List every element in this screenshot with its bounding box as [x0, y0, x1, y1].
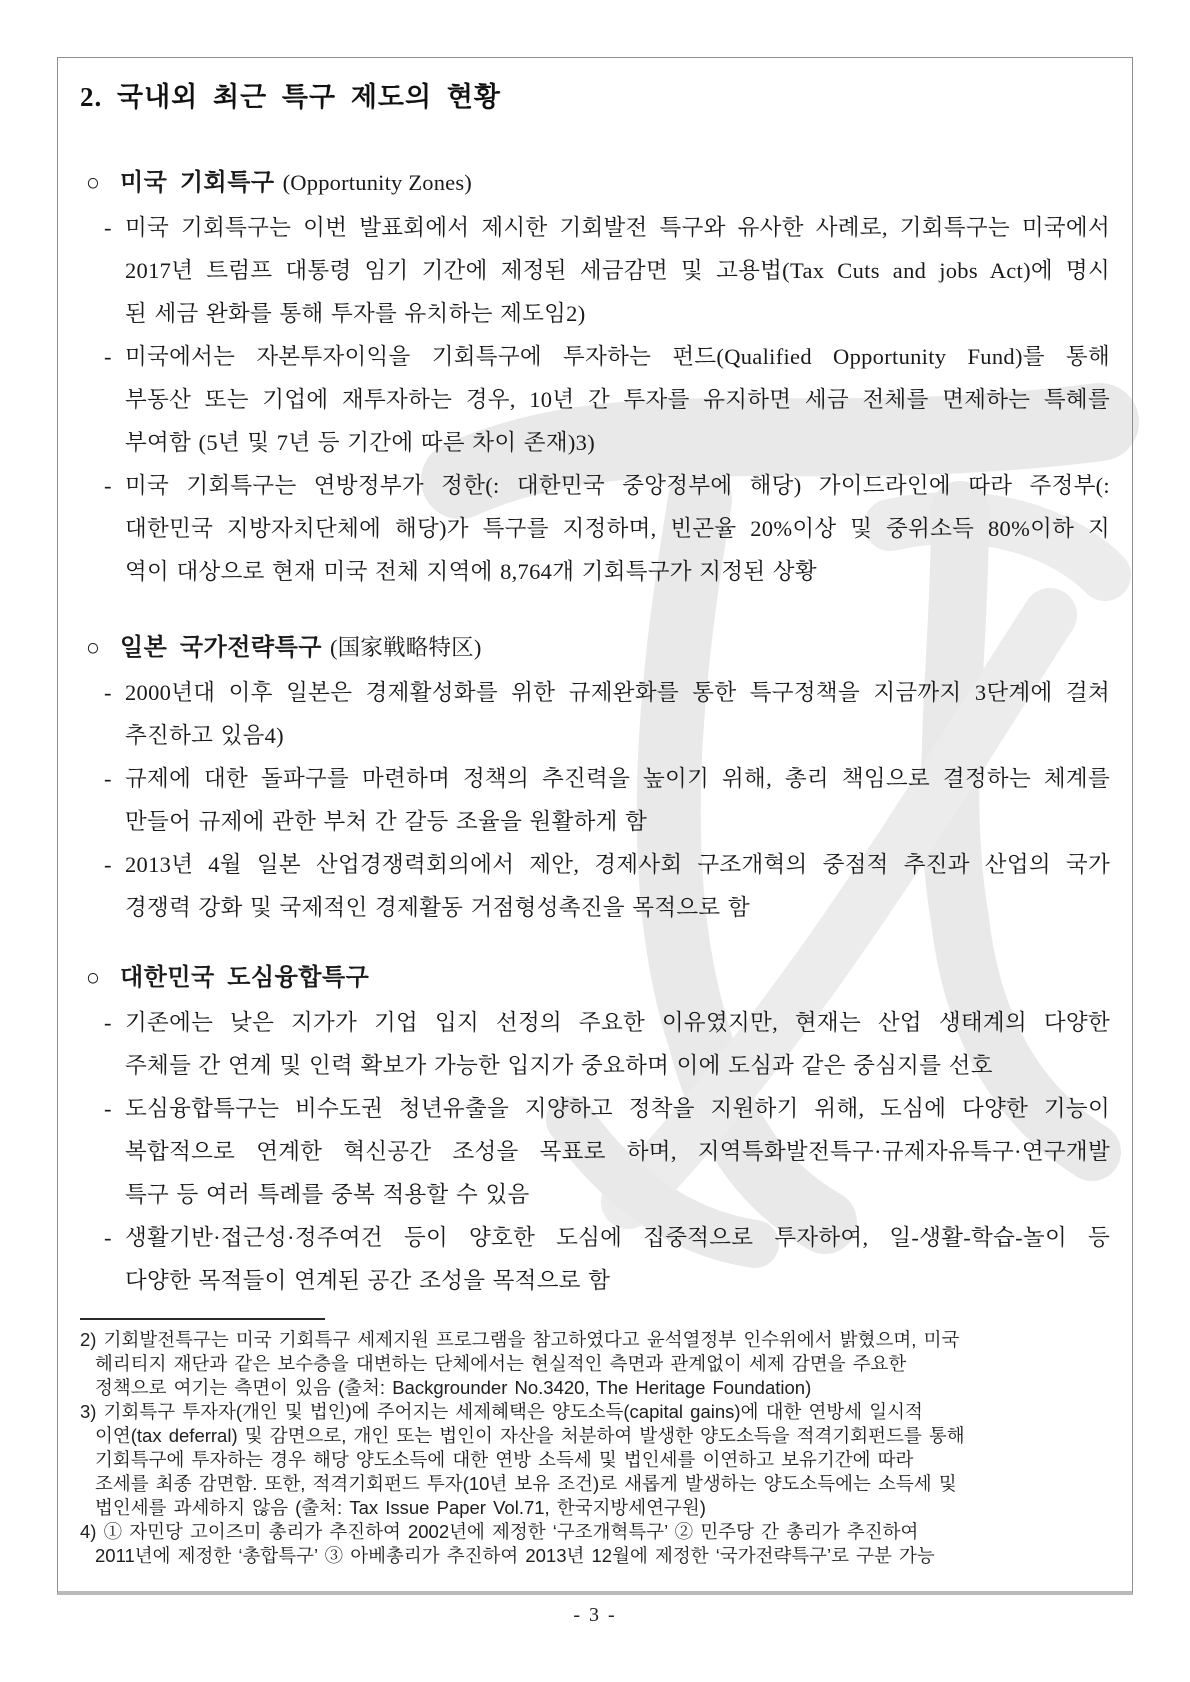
- body-line: 부여함 (5년 및 7년 등 기간에 따른 차이 존재)3): [125, 430, 595, 455]
- body-line: 생활기반·접근성·정주여건 등이 양호한 도심에 집중적으로 투자하여, 일-생활-학습-놀이 등: [125, 1225, 1110, 1250]
- footnote-line: 조세를 최종 감면함. 또한, 적격기회펀드 투자(10년 보유 조건)로 새롭게 발생하는 양도소득에는 소득세 및: [95, 1473, 957, 1494]
- body-line: 미국 기회특구는 이번 발표회에서 제시한 기회발전 특구와 유사한 사례로, 기회특구는 미국에서: [125, 215, 1110, 240]
- body-line: 역이 대상으로 현재 미국 전체 지역에 8,764개 기회특구가 지정된 상황: [125, 559, 817, 584]
- dash-marker: -: [104, 1010, 112, 1035]
- section-heading-subtext: (国家戦略特区): [329, 635, 482, 660]
- body-line: 다양한 목적들이 연계된 공간 조성을 목적으로 함: [125, 1268, 611, 1293]
- bullet-item: [80, 1087, 1132, 1216]
- footnote-line: 이연(tax deferral) 및 감면으로, 개인 또는 법인이 자산을 처분하여 발생한 양도소득을 적격기회펀드를 통해: [95, 1425, 965, 1446]
- bullet-item: [80, 671, 1132, 757]
- bullet-item: [80, 1216, 1132, 1302]
- page-sheet: [57, 57, 1133, 1595]
- section-heading: [86, 160, 1132, 206]
- body-line: 만들어 규제에 관한 부처 간 갈등 조율을 원활하게 함: [125, 809, 648, 834]
- footnote-line: 기회특구에 투자하는 경우 해당 양도소득에 대한 연방 소득세 및 법인세를 이연하고 보유기간에 따라: [95, 1449, 914, 1470]
- footnote-line: 헤리티지 재단과 같은 보수층을 대변하는 단체에서는 현실적인 측면과 관계없이 세제 감면을 주요한: [95, 1353, 907, 1374]
- footnote: [80, 1328, 1132, 1400]
- footnote-line: 2011년에 제정한 ‘총합특구’ ③ 아베총리가 추진하여 2013년 12월에 제정한 ‘국가전략특구’로 구분 가능: [95, 1545, 935, 1566]
- circle-bullet-marker: ○: [86, 169, 100, 196]
- footnote-line: 4) ① 자민당 고이즈미 총리가 추진하여 2002년에 제정한 ‘구조개혁특구’ ② 민주당 간 총리가 추진하여: [80, 1521, 919, 1542]
- body-line: 2000년대 이후 일본은 경제활성화를 위한 규제완화를 통한 특구정책을 지금까지 3단계에 걸쳐: [125, 680, 1110, 705]
- section-korea-urban-convergence-zones: [80, 955, 1132, 1302]
- section-us-opportunity-zones: [80, 160, 1132, 593]
- footnote-line: 정책으로 여기는 측면이 있음 (출처: Backgrounder No.3420, The Heritage Foundation): [95, 1377, 812, 1398]
- dash-marker: -: [104, 680, 112, 705]
- circle-bullet-marker: ○: [86, 964, 100, 991]
- body-line: 복합적으로 연계한 혁신공간 조성을 목표로 하며, 지역특화발전특구·규제자유특구·연구개발: [125, 1139, 1110, 1164]
- bullet-item: [80, 206, 1132, 335]
- body-line: 미국 기회특구는 연방정부가 정한(: 대한민국 중앙정부에 해당) 가이드라인에 따라 주정부(:: [125, 473, 1110, 498]
- circle-bullet-marker: ○: [86, 634, 100, 661]
- bullet-item: [80, 335, 1132, 464]
- dash-marker: -: [104, 473, 112, 498]
- page-number: - 3 -: [573, 1604, 617, 1626]
- section-heading-subtext: (Opportunity Zones): [282, 170, 473, 195]
- section-heading: [86, 955, 1132, 1001]
- dash-marker: -: [104, 1096, 112, 1121]
- section-heading-text: 대한민국 도심융합특구: [120, 965, 370, 991]
- footnote-line: 2) 기회발전특구는 미국 기회특구 세제지원 프로그램을 참고하였다고 윤석열정부 인수위에서 밝혔으며, 미국: [80, 1329, 960, 1350]
- body-line: 주체들 간 연계 및 인력 확보가 가능한 입지가 중요하며 이에 도심과 같은 중심지를 선호: [125, 1053, 993, 1078]
- body-line: 2013년 4월 일본 산업경쟁력회의에서 제안, 경제사회 구조개혁의 중점적 추진과 산업의 국가: [125, 852, 1110, 877]
- body-line: 도심융합특구는 비수도권 청년유출을 지양하고 정착을 지원하기 위해, 도심에 다양한 기능이: [125, 1096, 1110, 1121]
- bullet-item: [80, 757, 1132, 843]
- dash-marker: -: [104, 215, 112, 240]
- body-line: 부동산 또는 기업에 재투자하는 경우, 10년 간 투자를 유지하면 세금 전체를 면제하는 특혜를: [125, 387, 1110, 412]
- body-line: 된 세금 완화를 통해 투자를 유치하는 제도임2): [125, 301, 586, 326]
- body-line: 2017년 트럼프 대통령 임기 기간에 제정된 세금감면 및 고용법(Tax Cuts and jobs Act)에 명시: [125, 258, 1110, 283]
- footnotes-block: [80, 1328, 1132, 1568]
- body-line: 특구 등 여러 특례를 중복 적용할 수 있음: [125, 1182, 530, 1207]
- footnote: [80, 1400, 1132, 1520]
- footnote-separator: [80, 1318, 325, 1320]
- body-line: 대한민국 지방자치단체에 해당)가 특구를 지정하며, 빈곤율 20%이상 및 중위소득 80%이하 지: [125, 516, 1110, 541]
- bullet-item: [80, 843, 1132, 929]
- section-heading-text: 미국 기회특구: [120, 170, 275, 196]
- dash-marker: -: [104, 1225, 112, 1250]
- body-line: 미국에서는 자본투자이익을 기회특구에 투자하는 펀드(Qualified Opportunity Fund)를 통해: [125, 344, 1110, 369]
- footnote: [80, 1520, 1132, 1568]
- body-line: 규제에 대한 돌파구를 마련하며 정책의 추진력을 높이기 위해, 총리 책임으로 결정하는 체계를: [125, 766, 1110, 791]
- dash-marker: -: [104, 852, 112, 877]
- footnote-line: 법인세를 과세하지 않음 (출처: Tax Issue Paper Vol.71, 한국지방세연구원): [95, 1497, 706, 1518]
- section-heading: [86, 625, 1132, 671]
- section-heading-text: 일본 국가전략특구: [120, 635, 322, 661]
- body-line: 경쟁력 강화 및 국제적인 경제활동 거점형성촉진을 목적으로 함: [125, 895, 750, 920]
- body-line: 기존에는 낮은 지가가 기업 입지 선정의 주요한 이유였지만, 현재는 산업 생태계의 다양한: [125, 1010, 1110, 1035]
- bullet-item: [80, 1001, 1132, 1087]
- section-japan-strategic-zones: [80, 625, 1132, 929]
- footnote-line: 3) 기회특구 투자자(개인 및 법인)에 주어지는 세제혜택은 양도소득(capital gains)에 대한 연방세 일시적: [80, 1401, 923, 1422]
- dash-marker: -: [104, 344, 112, 369]
- page-title: 2. 국내외 최근 특구 제도의 현황: [80, 82, 501, 112]
- body-line: 추진하고 있음4): [125, 723, 284, 748]
- dash-marker: -: [104, 766, 112, 791]
- bullet-item: [80, 464, 1132, 593]
